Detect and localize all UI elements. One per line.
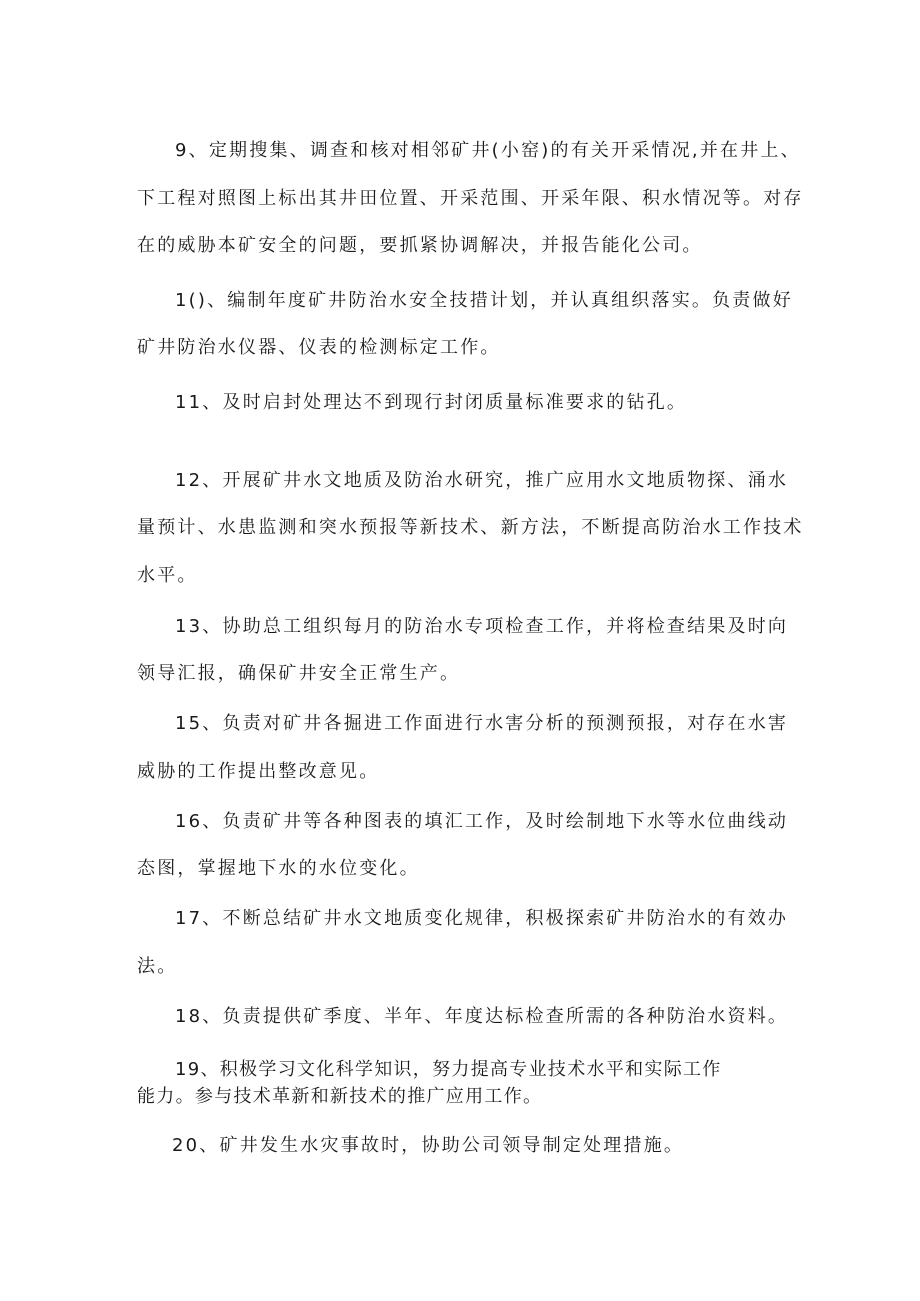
item-17-line-1: 17、不断总结矿井水文地质变化规律，积极探索矿井防治水的有效办	[175, 908, 789, 929]
item-15-line-1: 15、负责对矿井各掘进工作面进行水害分析的预测预报，对存在水害	[175, 713, 789, 734]
item-11-line-1: 11、及时启封处理达不到现行封闭质量标准要求的钻孔。	[175, 392, 688, 413]
item-13-line-2: 领导汇报，确保矿井安全正常生产。	[137, 663, 461, 684]
item-9-line-1: 9、定期搜集、调查和核对相邻矿井(小窑)的有关开采情况,并在井上、	[175, 140, 801, 161]
item-9-line-2: 下工程对照图上标出其井田位置、开采范围、开采年限、积水情况等。对存	[137, 188, 804, 209]
item-19-line-2: 能力。参与技术革新和新技术的推广应用工作。	[137, 1086, 543, 1107]
item-9-line-3: 在的威胁本矿安全的问题，要抓紧协调解决，并报告能化公司。	[137, 235, 703, 256]
item-18-line-1: 18、负责提供矿季度、半年、年度达标检查所需的各种防治水资料。	[175, 1006, 789, 1027]
item-12-line-3: 水平。	[137, 565, 198, 586]
item-17-line-2: 法。	[137, 956, 178, 977]
item-16-line-2: 态图，掌握地下水的水位变化。	[137, 858, 420, 879]
item-16-line-1: 16、负责矿井等各种图表的填汇工作，及时绘制地下水等水位曲线动	[175, 811, 789, 832]
item-15-line-2: 威胁的工作提出整改意见。	[137, 761, 380, 782]
item-19-line-1: 19、积极学习文化科学知识，努力提高专业技术水平和实际工作	[175, 1059, 722, 1080]
item-20-line-1: 20、矿井发生水灾事故时，协助公司领导制定处理措施。	[172, 1135, 685, 1156]
item-12-line-2: 量预计、水患监测和突水预报等新技术、新方法，不断提高防治水工作技术	[137, 517, 804, 538]
item-13-line-1: 13、协助总工组织每月的防治水专项检查工作，并将检查结果及时向	[175, 616, 789, 637]
item-12-line-1: 12、开展矿井水文地质及防治水研究，推广应用水文地质物探、涌水	[175, 470, 789, 491]
item-10-line-1: 1()、编制年度矿井防治水安全技措计划，并认真组织落实。负责做好	[175, 290, 793, 311]
item-10-line-2: 矿井防治水仪器、仪表的检测标定工作。	[137, 337, 501, 358]
